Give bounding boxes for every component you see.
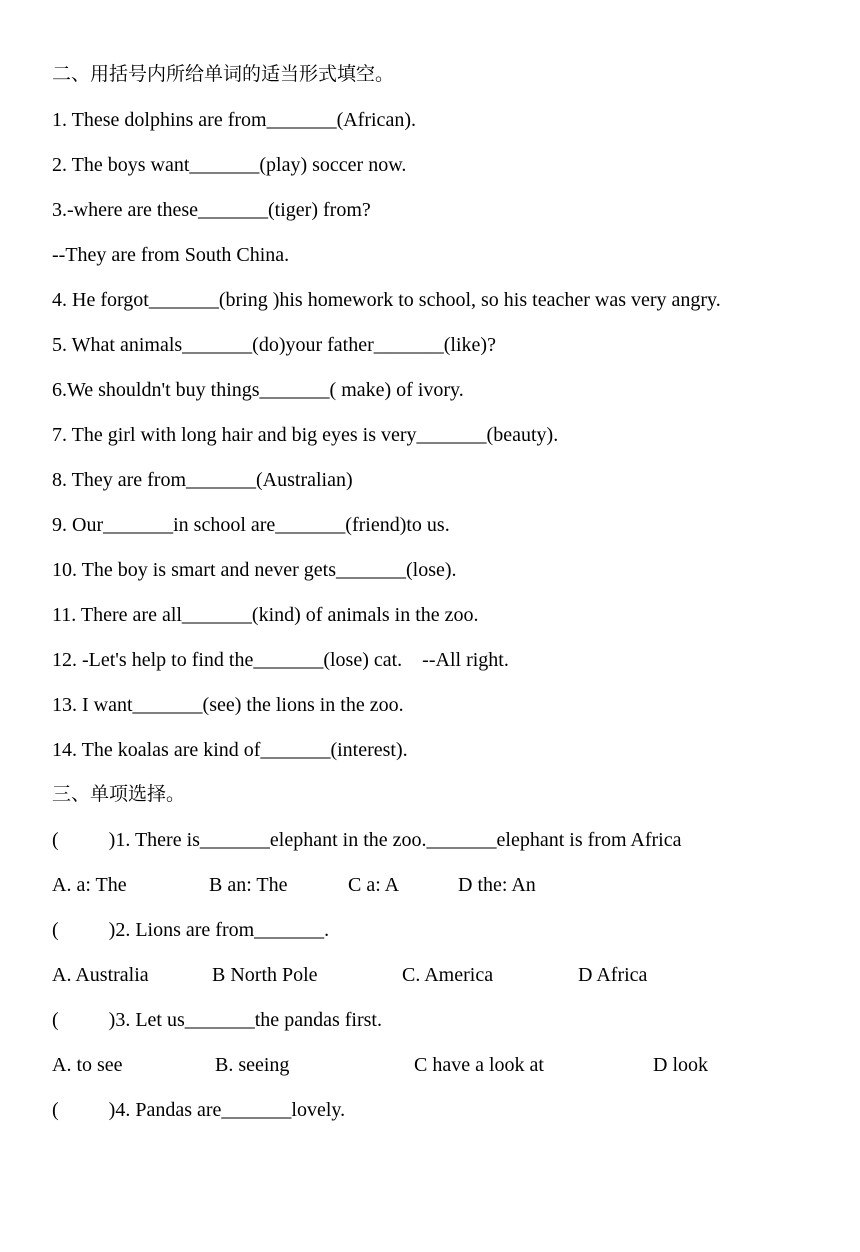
question-2-options xyxy=(52,958,842,1003)
section-3-heading: 三、单项选择。 xyxy=(52,784,186,805)
exercise-12: 12. -Let's help to find the_______(lose) cat. --All right. xyxy=(52,649,509,671)
option-b: B an: The xyxy=(209,874,288,896)
option-c: C a: A xyxy=(348,874,400,896)
exercise-3-answer: --They are from South China. xyxy=(52,244,290,266)
worksheet xyxy=(52,58,842,1138)
exercise-8: 8. They are from_______(Australian) xyxy=(52,469,353,491)
exercise-5: 5. What animals_______(do)your father_______(like)? xyxy=(52,334,496,356)
exercise-6: 6.We shouldn't buy things_______( make) of ivory. xyxy=(52,379,464,401)
section-2-heading: 二、用括号内所给单词的适当形式填空。 xyxy=(52,64,395,85)
question-4: ( )4. Pandas are_______lovely. xyxy=(52,1099,346,1121)
option-a: A. Australia xyxy=(52,964,149,986)
exercise-13: 13. I want_______(see) the lions in the zoo. xyxy=(52,694,404,716)
exercise-14: 14. The koalas are kind of_______(interest). xyxy=(52,739,408,761)
option-d: D look xyxy=(653,1054,708,1076)
question-1: ( )1. There is_______elephant in the zoo._______elephant is from Africa xyxy=(52,829,682,851)
exercise-11: 11. There are all_______(kind) of animals in the zoo. xyxy=(52,604,479,626)
option-a: A. a: The xyxy=(52,874,127,896)
exercise-1: 1. These dolphins are from_______(African). xyxy=(52,109,416,131)
exercise-9: 9. Our_______in school are_______(friend)to us. xyxy=(52,514,450,536)
exercise-2: 2. The boys want_______(play) soccer now. xyxy=(52,154,407,176)
exercise-3: 3.-where are these_______(tiger) from? xyxy=(52,199,371,221)
question-3-options xyxy=(52,1048,842,1093)
exercise-10: 10. The boy is smart and never gets_______(lose). xyxy=(52,559,457,581)
option-c: C have a look at xyxy=(414,1054,544,1076)
question-3: ( )3. Let us_______the pandas first. xyxy=(52,1009,382,1031)
exercise-7: 7. The girl with long hair and big eyes is very_______(beauty). xyxy=(52,424,559,446)
question-2: ( )2. Lions are from_______. xyxy=(52,919,330,941)
option-a: A. to see xyxy=(52,1054,123,1076)
option-d: D Africa xyxy=(578,964,648,986)
option-c: C. America xyxy=(402,964,494,986)
exercise-4: 4. He forgot_______(bring )his homework to school, so his teacher was very angry. xyxy=(52,289,721,311)
option-b: B North Pole xyxy=(212,964,318,986)
question-1-options xyxy=(52,868,842,913)
option-d: D the: An xyxy=(458,874,536,896)
option-b: B. seeing xyxy=(215,1054,290,1076)
